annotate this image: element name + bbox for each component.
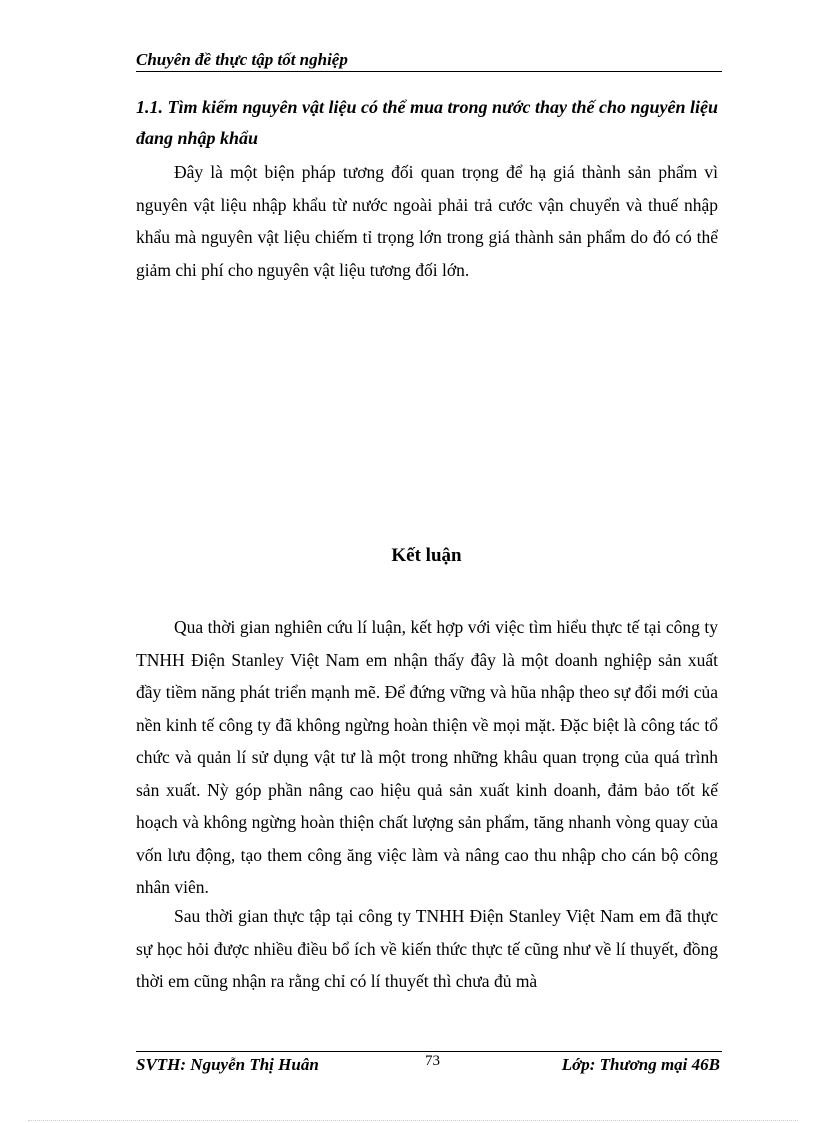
running-header-title: Chuyên đề thực tập tốt nghiệp	[136, 50, 348, 69]
footer-student-name: SVTH: Nguyễn Thị Huân	[136, 1055, 319, 1074]
header-divider	[136, 71, 722, 72]
footer-class: Lớp: Thương mại 46B	[561, 1055, 720, 1074]
conclusion-title: Kết luận	[391, 545, 462, 566]
page-bottom-border	[28, 1120, 798, 1121]
conclusion-paragraph-1: Qua thời gian nghiên cứu lí luận, kết hợp với việc tìm hiểu thực tế tại công ty TNHH Điện Stanley Việt Nam em nhận thấy đây là một doanh nghiệp sản xuất đầy tiềm năng phát triển mạnh mẽ. Để đứng vững và hũa nhập theo sự đổi mới của nền kinh tế công ty đã không ngừng hoàn thiện về mọi mặt. Đặc biệt là công tác tổ chức và quản lí sử dụng vật tư là một trong những khâu quan trọng của quá trình sản xuất. Nỳ góp phần nâng cao hiệu quả sản xuất kinh doanh, đảm bảo tốt kế hoạch và không ngừng hoàn thiện chất lượng sản phẩm, tăng nhanh vòng quay của vốn lưu động, tạo them công ăng việc làm và nâng cao thu nhập cho cán bộ công nhân viên.	[136, 617, 718, 897]
conclusion-paragraph-2: Sau thời gian thực tập tại công ty TNHH Điện Stanley Việt Nam em đã thực sự học hỏi được nhiều điều bổ ích về kiến thức thực tế cũng như về lí thuyết, đồng thời em cũng nhận ra rằng chỉ có lí thuyết thì chưa đủ mà	[136, 906, 718, 991]
page-number: 73	[425, 1053, 440, 1069]
section-paragraph: Đây là một biện pháp tương đối quan trọng để hạ giá thành sản phẩm vì nguyên vật liệu nhập khẩu từ nước ngoài phải trả cước vận chuyển và thuế nhập khẩu mà nguyên vật liệu chiếm tỉ trọng lớn trong giá thành sản phẩm do đó có thể giảm chi phí cho nguyên vật liệu tương đối lớn.	[136, 162, 718, 280]
section-heading: 1.1. Tìm kiếm nguyên vật liệu có thể mua trong nước thay thế cho nguyên liệu đang nhập khẩu	[136, 97, 718, 148]
footer-divider	[136, 1051, 722, 1052]
